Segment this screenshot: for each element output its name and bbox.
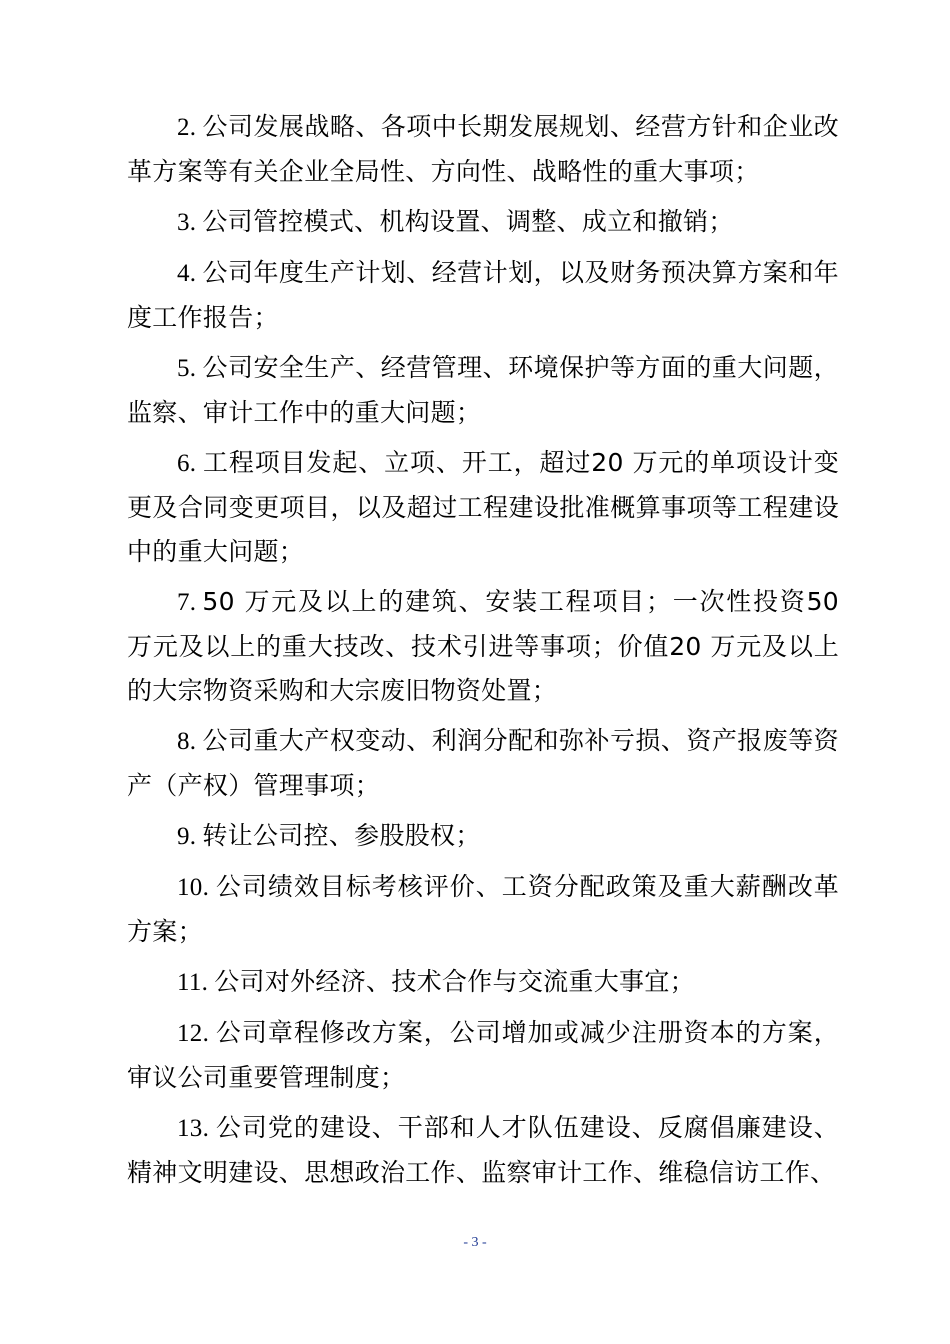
item-text: 公司章程修改方案，公司增加或减少注册资本的方案，审议公司重要管理制度； xyxy=(127,1018,839,1092)
list-item-12 xyxy=(127,1011,839,1100)
list-item-3 xyxy=(127,200,839,245)
list-item-9 xyxy=(127,814,839,859)
item-number: 7. xyxy=(177,589,197,616)
item-text: 公司管控模式、机构设置、调整、成立和撤销； xyxy=(202,207,734,236)
item-text: 公司绩效目标考核评价、工资分配政策及重大薪酬改革方案； xyxy=(127,872,839,946)
item-text: 公司党的建设、干部和人才队伍建设、反腐倡廉建设、精神文明建设、思想政治工作、监察审计工作、维稳信访工作、 xyxy=(127,1113,839,1187)
item-number: 11. xyxy=(177,969,209,996)
item-number: 8. xyxy=(177,728,197,755)
item-number: 12. xyxy=(177,1020,210,1047)
item-number: 2. xyxy=(177,114,197,141)
document-body xyxy=(127,105,839,1195)
list-item-5 xyxy=(127,346,839,435)
item-number: 5. xyxy=(177,355,197,382)
item-number: 3. xyxy=(177,209,197,236)
item-text: 50 万元及以上的建筑、安装工程项目；一次性投资50 万元及以上的重大技改、技术引进等事项；价值20 万元及以上的大宗物资采购和大宗废旧物资处置； xyxy=(127,587,839,705)
item-text: 公司重大产权变动、利润分配和弥补亏损、资产报废等资产（产权）管理事项； xyxy=(127,726,839,800)
item-text: 公司发展战略、各项中长期发展规划、经营方针和企业改革方案等有关企业全局性、方向性、战略性的重大事项； xyxy=(127,112,839,186)
item-number: 6. xyxy=(177,450,197,477)
list-item-11 xyxy=(127,960,839,1005)
item-number: 9. xyxy=(177,823,197,850)
item-number: 4. xyxy=(177,260,197,287)
list-item-10 xyxy=(127,865,839,954)
item-number: 13. xyxy=(177,1115,210,1142)
item-text: 转让公司控、参股股权； xyxy=(202,821,481,850)
list-item-2 xyxy=(127,105,839,194)
list-item-4 xyxy=(127,251,839,340)
list-item-7 xyxy=(127,580,839,713)
list-item-6 xyxy=(127,441,839,574)
page-number: - 3 - xyxy=(463,1235,487,1250)
item-text: 公司安全生产、经营管理、环境保护等方面的重大问题，监察、审计工作中的重大问题； xyxy=(127,353,839,427)
item-number: 10. xyxy=(177,874,210,901)
item-text: 公司年度生产计划、经营计划，以及财务预决算方案和年度工作报告； xyxy=(127,258,839,332)
item-text: 公司对外经济、技术合作与交流重大事宜； xyxy=(214,967,695,996)
list-item-13 xyxy=(127,1106,839,1195)
list-item-8 xyxy=(127,719,839,808)
item-text: 工程项目发起、立项、开工，超过20 万元的单项设计变更及合同变更项目，以及超过工程建设批准概算事项等工程建设中的重大问题； xyxy=(127,448,839,566)
